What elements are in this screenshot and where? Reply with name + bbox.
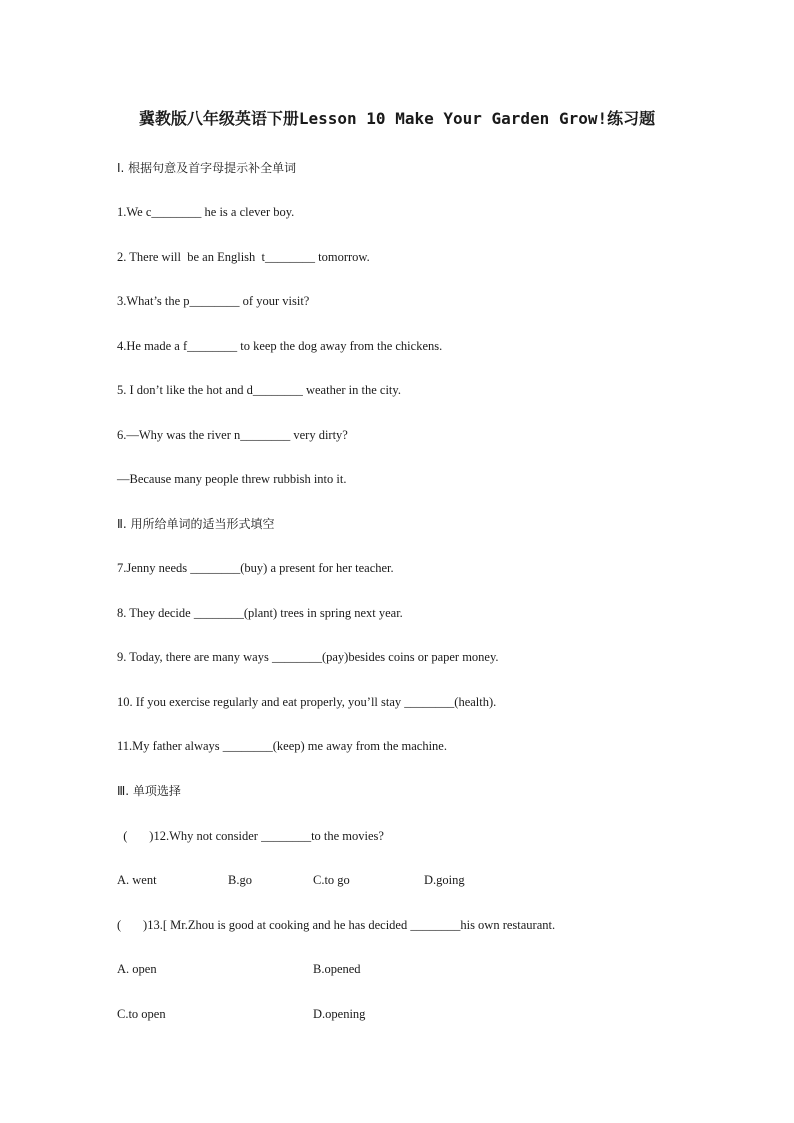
question-3: 3.What’s the p________ of your visit? — [117, 294, 310, 308]
question-13-option-b: B.opened — [313, 962, 361, 976]
question-12: ( )12.Why not consider ________to the movies? — [117, 829, 384, 843]
question-12-option-d: D.going — [424, 873, 465, 887]
question-9: 9. Today, there are many ways ________(pay)besides coins or paper money. — [117, 650, 499, 664]
question-6-answer: —Because many people threw rubbish into it. — [117, 472, 347, 486]
question-12-option-b: B.go — [228, 873, 252, 887]
question-1: 1.We c________ he is a clever boy. — [117, 205, 295, 219]
question-12-option-a: A. went — [117, 873, 157, 887]
document-title: 冀教版八年级英语下册Lesson 10 Make Your Garden Grow!练习题 — [138, 109, 656, 128]
section-heading-3: Ⅲ. 单项选择 — [117, 784, 181, 798]
question-11: 11.My father always ________(keep) me away from the machine. — [117, 739, 447, 753]
question-8: 8. They decide ________(plant) trees in spring next year. — [117, 606, 403, 620]
question-4: 4.He made a f________ to keep the dog away from the chickens. — [117, 339, 443, 353]
section-heading-2: Ⅱ. 用所给单词的适当形式填空 — [117, 517, 275, 531]
question-10: 10. If you exercise regularly and eat properly, you’ll stay ________(health). — [117, 695, 497, 709]
section-heading-1: Ⅰ. 根据句意及首字母提示补全单词 — [117, 161, 297, 175]
question-13: ( )13.[ Mr.Zhou is good at cooking and he has decided ________his own restaurant. — [117, 918, 556, 932]
question-13-option-c: C.to open — [117, 1007, 166, 1021]
question-13-option-a: A. open — [117, 962, 157, 976]
question-13-option-d: D.opening — [313, 1007, 366, 1021]
question-6: 6.—Why was the river n________ very dirty? — [117, 428, 348, 442]
question-2: 2. There will be an English t________ tomorrow. — [117, 250, 370, 264]
question-7: 7.Jenny needs ________(buy) a present for her teacher. — [117, 561, 394, 575]
question-12-option-c: C.to go — [313, 873, 350, 887]
question-5: 5. I don’t like the hot and d________ weather in the city. — [117, 383, 401, 397]
